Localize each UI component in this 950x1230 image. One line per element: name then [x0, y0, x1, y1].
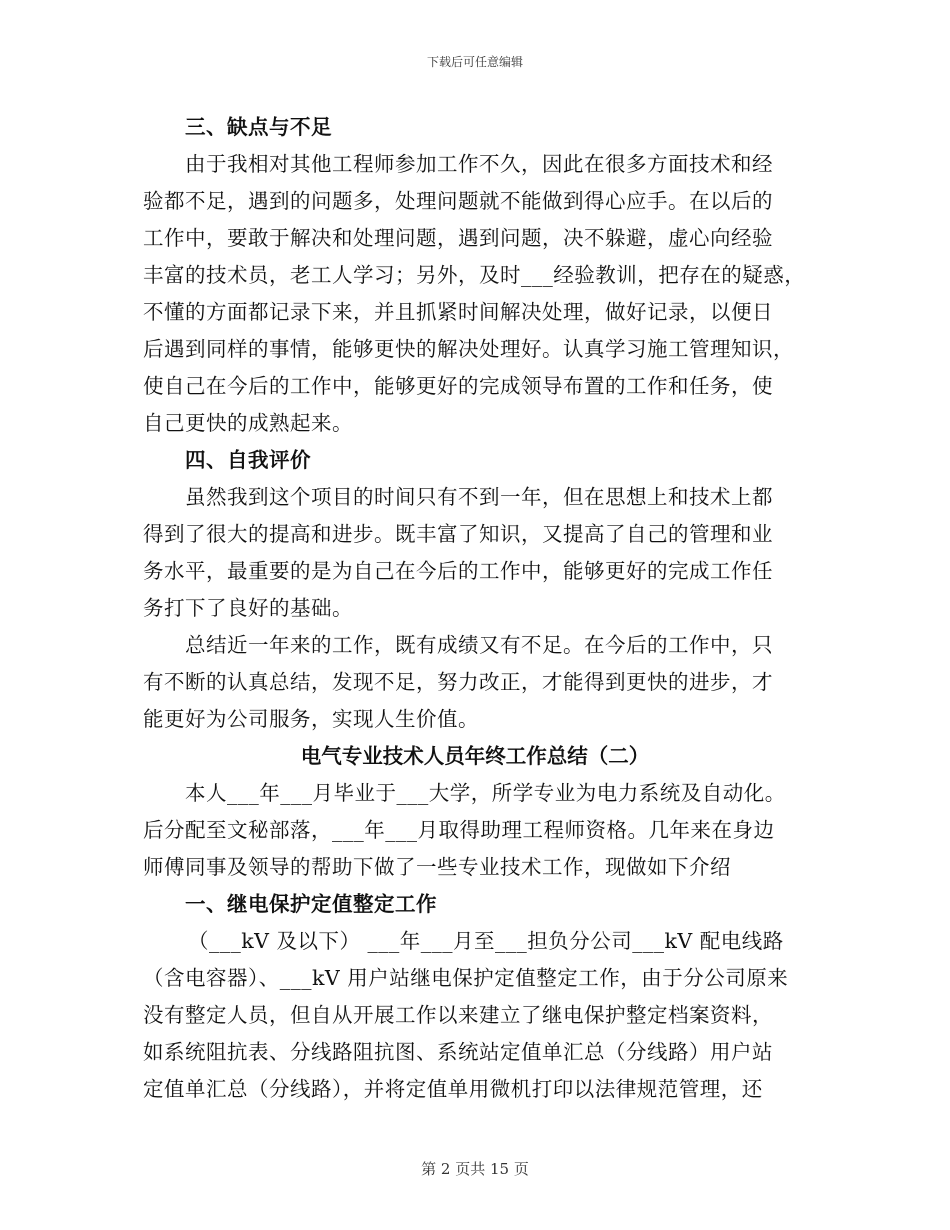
paragraph-line: （___kV 及以下） ___年___月至___担负分公司___kV 配电线路 [188, 929, 784, 953]
paragraph-line: 务打下了良好的基础。 [143, 596, 353, 620]
paragraph-line: 能更好为公司服务，实现人生价值。 [143, 707, 479, 731]
paragraph-line: 工作中，要敢于解决和处理问题，遇到问题，决不躲避，虚心向经验 [143, 226, 773, 250]
paragraph-line: 如系统阻抗表、分线路阻抗图、系统站定值单汇总（分线路）用户站 [143, 1040, 773, 1064]
document-title: 电气专业技术人员年终工作总结（二） [300, 744, 650, 768]
paragraph-line: 丰富的技术员，老工人学习；另外，及时___经验教训，把存在的疑惑， [143, 263, 806, 287]
section-heading: 一、继电保护定值整定工作 [185, 892, 437, 916]
section-heading: 三、缺点与不足 [185, 115, 332, 139]
paragraph-line: 后分配至文秘部落，___年___月取得助理工程师资格。几年来在身边 [143, 818, 775, 842]
paragraph-line: 务水平，最重要的是为自己在今后的工作中，能够更好的完成工作任 [143, 559, 773, 583]
paragraph-line: 不懂的方面都记录下来，并且抓紧时间解决处理，做好记录，以便日 [143, 300, 773, 324]
paragraph-line: 后遇到同样的事情，能够更快的解决处理好。认真学习施工管理知识， [143, 337, 794, 361]
paragraph-line: 得到了很大的提高和进步。既丰富了知识，又提高了自己的管理和业 [143, 522, 773, 546]
page-header: 下载后可任意编辑 [426, 55, 523, 69]
section-heading: 四、自我评价 [185, 448, 311, 472]
page-footer: 第 2 页共 15 页 [421, 1160, 529, 1178]
paragraph-line: 师傅同事及领导的帮助下做了一些专业技术工作，现做如下介绍 [143, 855, 731, 879]
paragraph-line: 使自己在今后的工作中，能够更好的完成领导布置的工作和任务，使 [143, 374, 773, 398]
paragraph-line: 虽然我到这个项目的时间只有不到一年，但在思想上和技术上都 [185, 485, 773, 509]
paragraph-line: 定值单汇总（分线路），并将定值单用微机打印以法律规范管理，还 [143, 1077, 763, 1101]
paragraph-line: 有不断的认真总结，发现不足，努力改正，才能得到更快的进步，才 [143, 670, 773, 694]
paragraph-line: 自己更快的成熟起来。 [143, 411, 353, 435]
paragraph-line: 验都不足，遇到的问题多，处理问题就不能做到得心应手。在以后的 [143, 189, 773, 213]
paragraph-line: 由于我相对其他工程师参加工作不久，因此在很多方面技术和经 [185, 152, 773, 176]
paragraph-line: 本人___年___月毕业于___大学，所学专业为电力系统及自动化。 [185, 781, 786, 805]
paragraph-line: （含电容器）、___kV 用户站继电保护定值整定工作，由于分公司原来 [143, 966, 789, 990]
paragraph-line: 没有整定人员，但自从开展工作以来建立了继电保护整定档案资料， [143, 1003, 773, 1027]
paragraph-line: 总结近一年来的工作，既有成绩又有不足。在今后的工作中，只 [185, 633, 773, 657]
